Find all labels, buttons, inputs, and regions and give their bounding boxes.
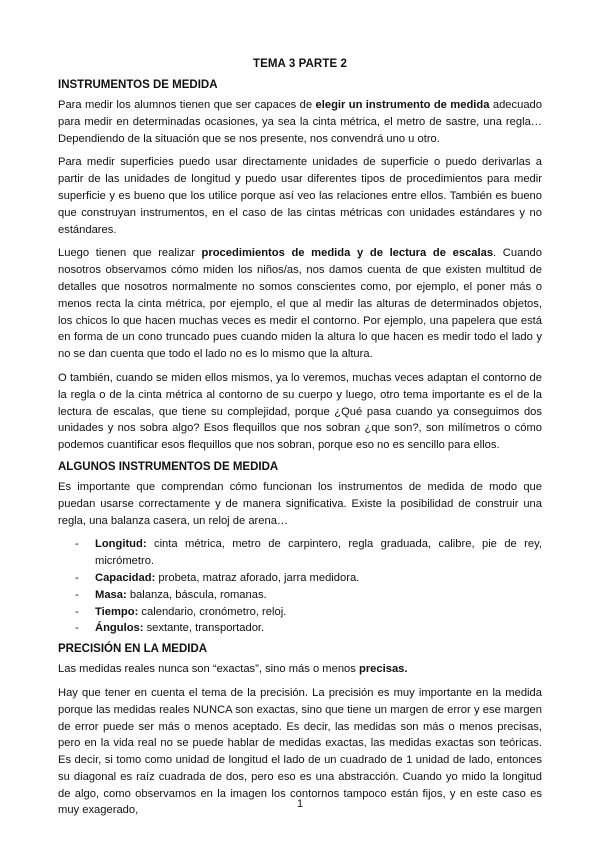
list-text: balanza, báscula, romanas. (126, 588, 267, 601)
bold-text: procedimientos de medida y de lectura de escalas (201, 247, 494, 260)
list-item (95, 536, 542, 570)
bold-text: precisas. (358, 663, 408, 676)
text-run: Las medidas reales nunca son “exactas”, sino más o menos (58, 663, 359, 676)
text-run: . Cuando nosotros observamos cómo miden los niños/as, nos damos cuenta de que existen multitud de detalles que nosotros normalmente no somos conscientes como, por ejemplo, el poner más o menos recta la cinta métrica, por ejemplo, el que al medir las alturas de determinados objetos, los chicos lo que hacen muchas veces es medir el contorno. Por ejemplo, una papelera que está en forma de un cono truncado pues cuando miden la altura lo que hacen es medir todo el lado y no se dan cuenta que todo el lado no es lo mismo que la altura. (58, 247, 542, 361)
paragraph-escalas: O también, cuando se miden ellos mismos, ya lo veremos, muchas veces adaptan el contorno de la regla o de la cinta métrica al contorno de su cuerpo y luego, otro tema importante es el de la lectura de escalas, que tiene su complejidad, porque ¿Qué pasa cuando ya conseguimos dos unidades y nos sobra algo? Esos flequillos que nos sobran ¿que son?, son milímetros o cómo podemos cuantificar esos flequillos que nos sobran, porque eso no es sencillo para ellos. (58, 371, 542, 452)
list-item (95, 620, 542, 637)
list-term: Ángulos: (95, 622, 144, 635)
page-title: TEMA 3 PARTE 2 (252, 58, 348, 70)
list-term: Longitud: (95, 538, 147, 551)
text-run: Para medir los alumnos tienen que ser capaces de (58, 99, 316, 111)
paragraph-funcionamiento: Es importante que comprendan cómo funcionan los instrumentos de medida de modo que puedan usarse correctamente y de manera significativa. Existe la posibilidad de construir una regla, una balanza casera, un reloj de arena… (58, 480, 542, 527)
list-item (95, 604, 542, 621)
section-heading-instrumentos: INSTRUMENTOS DE MEDIDA (58, 79, 218, 91)
list-item (95, 570, 542, 587)
paragraph-precision: Hay que tener en cuenta el tema de la precisión. La precisión es muy importante en la medida porque las medidas reales NUNCA son exactas, sino que tiene un margen de error y ese margen de error puede ser más o menos aceptado. Es decir, las medidas son más o menos precisas, pero en la vida real no se puede hablar de medidas exactas, las medidas exactas son teóricas. Es decir, si tomo como unidad de longitud el lado de un cuadrado de 1 unidad de lado, entonces su diagonal es raíz cuadrada de dos, pero eso es una abstracción. Cuando yo mido la longitud de algo, como observamos en la imagen los contornos tampoco están fijos, y en este caso es muy exagerado, (58, 686, 542, 817)
list-item (95, 587, 542, 604)
bold-text: elegir un instrumento de medida (315, 99, 490, 111)
paragraph-procedimientos (58, 245, 542, 363)
section-heading-precision: PRECISIÓN EN LA MEDIDA (58, 643, 208, 656)
section-heading-algunos-instrumentos: ALGUNOS INSTRUMENTOS DE MEDIDA (58, 460, 279, 473)
list-text: cinta métrica, metro de carpintero, regla graduada, calibre, pie de rey, micrómetro. (95, 538, 542, 568)
list-text: probeta, matraz aforado, jarra medidora. (155, 571, 360, 584)
paragraph-superficies: Para medir superficies puedo usar directamente unidades de superficie o puedo derivarlas a partir de las unidades de longitud y puedo usar diferentes tipos de procedimientos para medir superficie y es bueno que los utilice porque así veo las relaciones entre ellos. También es bueno que construyan instrumentos, en el caso de las cintas métricas con unidades estándares y no estándares. (58, 156, 542, 236)
text-run: Luego tienen que realizar (58, 247, 202, 260)
list-term: Capacidad: (95, 571, 156, 584)
list-text: calendario, cronómetro, reloj. (138, 605, 287, 618)
instrument-list (58, 536, 542, 637)
text-run: adecuado para medir en determinadas ocasiones, ya sea la cinta métrica, el metro de sastre, una regla… Dependiendo de la situación que se nos presente, nos convendrá uno u otro. (58, 99, 542, 145)
paragraph-medidas-reales (58, 661, 542, 678)
list-text: sextante, transportador. (143, 622, 265, 635)
list-term: Masa: (95, 588, 127, 601)
page-number: 1 (296, 798, 304, 810)
paragraph-elegir-instrumento (58, 97, 542, 147)
list-term: Tiempo: (95, 605, 139, 618)
